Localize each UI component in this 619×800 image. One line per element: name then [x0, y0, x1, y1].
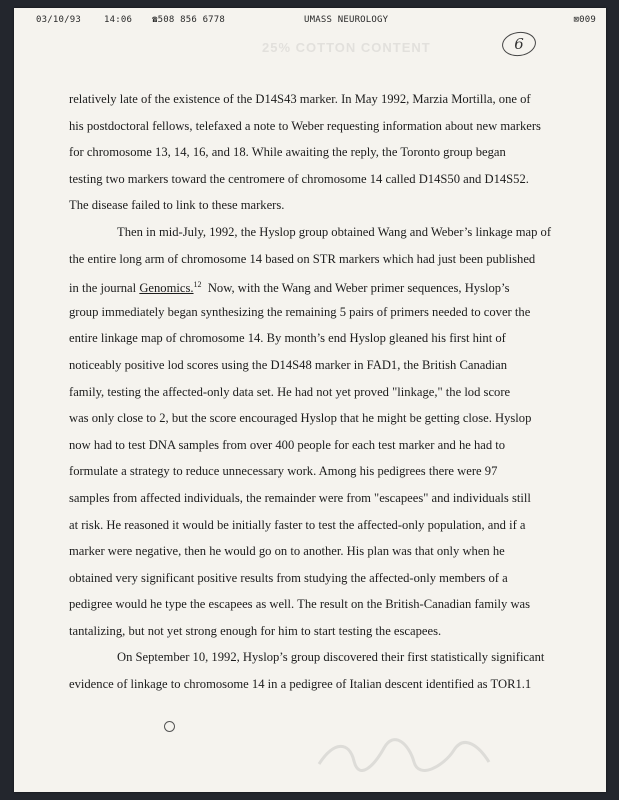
document-page [14, 8, 606, 792]
fax-header [36, 15, 596, 29]
document-body [69, 86, 554, 698]
text-line: at risk. He reasoned it would be initially faster to test the affected-only population, and if a [69, 517, 526, 532]
text-line: The disease failed to link to these markers. [69, 198, 285, 213]
text-line: family, testing the affected-only data set. He had not yet proved "linkage," the lod score [69, 384, 511, 399]
paper-watermark-top: 25% COTTON CONTENT [262, 40, 431, 55]
paragraph-start-line: On September 10, 1992, Hyslop’s group discovered their first statistically significant [117, 650, 545, 665]
text-line: noticeably positive lod scores using the D14S48 marker in FAD1, the British Canadian [69, 357, 508, 372]
text-line: marker were negative, then he would go on to another. His plan was that only when he [69, 544, 505, 559]
text-line: for chromosome 13, 14, 16, and 18. While awaiting the reply, the Toronto group began [69, 145, 506, 160]
footnote-ref: 12 [193, 280, 202, 290]
paper-watermark-bottom [314, 736, 494, 780]
text-line: the entire long arm of chromosome 14 based on STR markers which had just been published [69, 251, 536, 266]
watermark-script-icon [314, 736, 494, 772]
fax-phone: ☎508 856 6778 [152, 15, 226, 25]
text-line: evidence of linkage to chromosome 14 in a pedigree of Italian descent identified as TOR1.1 [69, 677, 532, 692]
text-line: was only close to 2, but the score encouraged Hyslop that he might be getting close. Hyslop [69, 411, 532, 426]
text-line: formulate a strategy to reduce unnecessary work. Among his pedigrees there were 97 [69, 464, 498, 479]
text-line: tantalizing, but not yet strong enough for him to start testing the escapees. [69, 623, 442, 638]
fax-date: 03/10/93 [36, 15, 81, 25]
text-line: relatively late of the existence of the D14S43 marker. In May 1992, Marzia Mortilla, one of [69, 92, 531, 106]
journal-prefix: in the journal [69, 281, 140, 296]
text-fragment: Now, with the Wang and Weber primer sequences, Hyslop’s [207, 281, 510, 296]
text-line: group immediately began synthesizing the remaining 5 pairs of primers needed to cover the [69, 304, 531, 319]
punch-hole-icon [164, 721, 175, 732]
text-line: testing two markers toward the centromere of chromosome 14 called D14S50 and D14S52. [69, 171, 529, 186]
text-line: entire linkage map of chromosome 14. By month’s end Hyslop gleaned his first hint of [69, 331, 506, 346]
text-line: his postdoctoral fellows, telefaxed a note to Weber requesting information about new markers [69, 118, 541, 133]
paragraph-start-line: Then in mid-July, 1992, the Hyslop group obtained Wang and Weber’s linkage map of [117, 224, 552, 239]
fax-time: 14:06 [104, 15, 133, 25]
fax-organization: UMASS NEUROLOGY [304, 15, 389, 25]
text-line: now had to test DNA samples from over 400 people for each test marker and he had to [69, 437, 506, 452]
text-line: samples from affected individuals, the remainder were from "escapees" and individuals still [69, 490, 531, 505]
text-line: obtained very significant positive results from studying the affected-only members of a [69, 570, 508, 585]
handwritten-page-number: 6 [504, 33, 534, 55]
fax-page-counter: ⊠009 [573, 15, 596, 25]
journal-name: Genomics. [139, 281, 194, 296]
text-line-with-citation [69, 272, 554, 299]
text-line: pedigree would he type the escapees as well. The result on the British-Canadian family was [69, 597, 531, 612]
